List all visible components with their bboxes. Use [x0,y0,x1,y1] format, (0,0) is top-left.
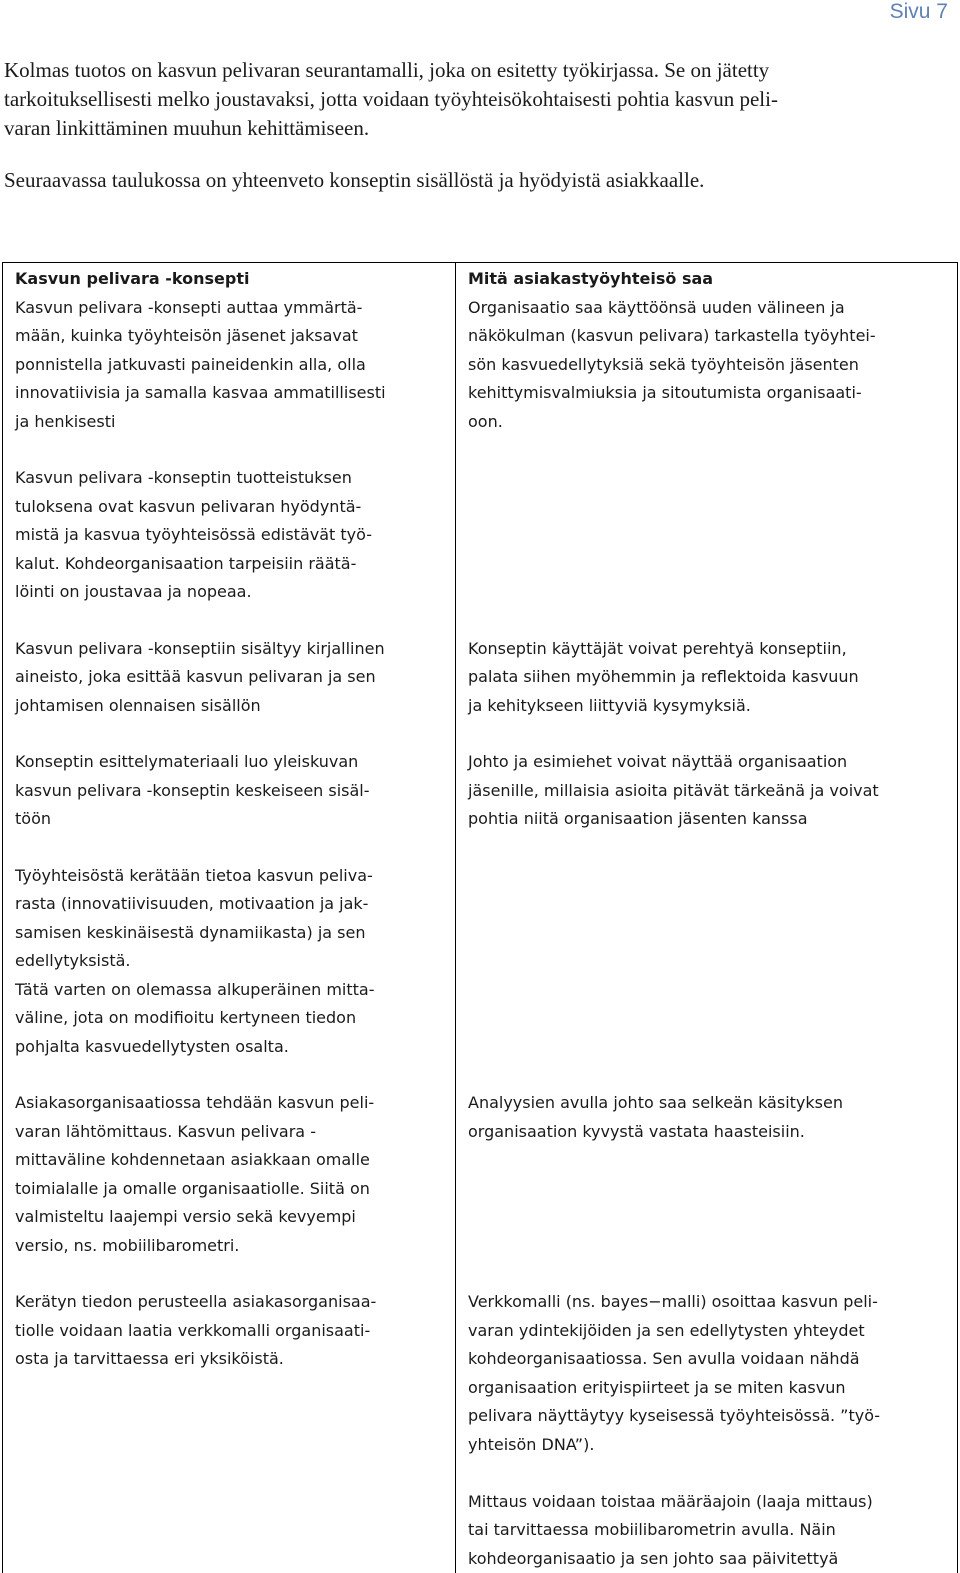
text-line: kohdeorganisaatiossa. Sen avulla voidaan nähdä [468,1345,947,1374]
text-line: Analyysien avulla johto saa selkeän käsityksen [468,1089,947,1118]
text-line: rasta (innovatiivisuuden, motivaation ja jak- [15,890,445,919]
text-line: kalut. Kohdeorganisaation tarpeisiin räätä- [15,550,445,579]
text-line: kehittymisvalmiuksia ja sitoutumista organisaati- [468,379,947,408]
left-text-block [15,748,445,834]
text-line: toimialalle ja omalle organisaatiolle. Siitä on [15,1175,445,1204]
left-text-block [15,635,445,721]
text-line: ja kehitykseen liittyviä kysymyksiä. [468,692,947,721]
left-text-block [15,294,445,437]
text-line: Verkkomalli (ns. bayes−malli) osoittaa kasvun peli- [468,1288,947,1317]
text-line: kohdeorganisaatio ja sen johto saa päivitettyä [468,1545,947,1573]
text-line: organisaation kyvystä vastata haasteisiin. [468,1118,947,1147]
text-line: Konseptin esittelymateriaali luo yleiskuvan [15,748,445,777]
text-line: pelivara näyttäytyy kyseisessä työyhteisössä. ”työ- [468,1402,947,1431]
text-line [468,1033,947,1062]
text-line: aineisto, joka esittää kasvun pelivaran ja sen [15,663,445,692]
text-line: Organisaatio saa käyttöönsä uuden välineen ja [468,294,947,323]
text-line: tai tarvittaessa mobiilibarometrin avulla. Näin [468,1516,947,1545]
text-line [468,976,947,1005]
text-line [468,1459,947,1488]
text-line: pohtia niitä organisaation jäsenten kanssa [468,805,947,834]
intro-line: varan linkittäminen muuhun kehittämiseen. [4,114,952,143]
text-line [468,1004,947,1033]
text-line [468,1146,947,1175]
right-text-block [468,1089,947,1260]
text-line: Mittaus voidaan toistaa määräajoin (laaja mittaus) [468,1488,947,1517]
left-text-block [15,464,445,607]
text-line [468,1232,947,1261]
text-line: valmisteltu laajempi versio sekä kevyempi [15,1203,445,1232]
text-line: Konseptin käyttäjät voivat perehtyä konseptiin, [468,635,947,664]
right-text-block [468,1288,947,1573]
text-line [468,521,947,550]
text-line: mään, kuinka työyhteisön jäsenet jaksavat [15,322,445,351]
text-line: versio, ns. mobiilibarometri. [15,1232,445,1261]
text-line: yhteisön DNA”). [468,1431,947,1460]
text-line: Kasvun pelivara -konsepti auttaa ymmärtä- [15,294,445,323]
text-line: oon. [468,408,947,437]
concept-summary-table [2,262,958,1573]
intro-paragraph-2: Seuraavassa taulukossa on yhteenveto konseptin sisällöstä ja hyödyistä asiakkaalle. [4,166,952,195]
text-line: osta ja tarvittaessa eri yksiköistä. [15,1345,445,1374]
text-line [468,919,947,948]
text-line: jäsenille, millaisia asioita pitävät tärkeänä ja voivat [468,777,947,806]
text-line: Työyhteisöstä kerätään tietoa kasvun peliva- [15,862,445,891]
text-line [468,578,947,607]
text-line [468,890,947,919]
text-line: ponnistella jatkuvasti paineidenkin alla, olla [15,351,445,380]
text-line: organisaation erityispiirteet ja se miten kasvun [468,1374,947,1403]
left-column-body [15,294,445,1374]
text-line: johtamisen olennaisen sisällön [15,692,445,721]
text-line: Asiakasorganisaatiossa tehdään kasvun peli- [15,1089,445,1118]
right-column [456,263,958,1573]
intro-line: Kolmas tuotos on kasvun pelivaran seurantamalli, joka on esitetty työkirjassa. Se on jätetty [4,56,952,85]
text-line [468,1203,947,1232]
text-line: innovatiivisia ja samalla kasvaa ammatillisesti [15,379,445,408]
left-column [3,263,456,1573]
text-line [468,947,947,976]
right-text-block [468,464,947,607]
text-line: tiolle voidaan laatia verkkomalli organisaati- [15,1317,445,1346]
left-text-block [15,1288,445,1374]
text-line: Johto ja esimiehet voivat näyttää organisaation [468,748,947,777]
text-line [468,493,947,522]
text-line: varan lähtömittaus. Kasvun pelivara - [15,1118,445,1147]
text-line: tuloksena ovat kasvun pelivaran hyödyntä- [15,493,445,522]
text-line: Kerätyn tiedon perusteella asiakasorganisaa- [15,1288,445,1317]
text-line: sön kasvuedellytyksiä sekä työyhteisön jäsenten [468,351,947,380]
left-text-block [15,862,445,1062]
page-number: Sivu 7 [890,0,948,24]
text-line [468,464,947,493]
text-line: Kasvun pelivara -konseptiin sisältyy kirjallinen [15,635,445,664]
right-column-body [468,294,947,1573]
text-line: töön [15,805,445,834]
right-column-header: Mitä asiakastyöyhteisö saa [468,265,947,294]
text-line [468,550,947,579]
table-row [3,263,958,1573]
text-line: Tätä varten on olemassa alkuperäinen mitta- [15,976,445,1005]
left-text-block [15,1089,445,1260]
text-line: edellytyksistä. [15,947,445,976]
text-line: näkökulman (kasvun pelivara) tarkastella työyhtei- [468,322,947,351]
text-line: varan ydintekijöiden ja sen edellytysten yhteydet [468,1317,947,1346]
text-line: väline, jota on modifioitu kertyneen tiedon [15,1004,445,1033]
text-line [468,862,947,891]
text-line: mistä ja kasvua työyhteisössä edistävät työ- [15,521,445,550]
text-line [468,1175,947,1204]
text-line: pohjalta kasvuedellytysten osalta. [15,1033,445,1062]
right-text-block [468,862,947,1062]
text-line: samisen keskinäisestä dynamiikasta) ja sen [15,919,445,948]
right-text-block [468,294,947,437]
text-line: palata siihen myöhemmin ja reflektoida kasvuun [468,663,947,692]
text-line: löinti on joustavaa ja nopeaa. [15,578,445,607]
left-column-header: Kasvun pelivara -konsepti [15,265,445,294]
right-text-block [468,748,947,834]
intro-paragraph-1 [4,56,952,143]
text-line: mittaväline kohdennetaan asiakkaan omalle [15,1146,445,1175]
text-line: kasvun pelivara -konseptin keskeiseen sisäl- [15,777,445,806]
text-line: Kasvun pelivara -konseptin tuotteistuksen [15,464,445,493]
intro-line: tarkoituksellisesti melko joustavaksi, jotta voidaan työyhteisökohtaisesti pohtia kasvun peli- [4,85,952,114]
text-line: ja henkisesti [15,408,445,437]
right-text-block [468,635,947,721]
